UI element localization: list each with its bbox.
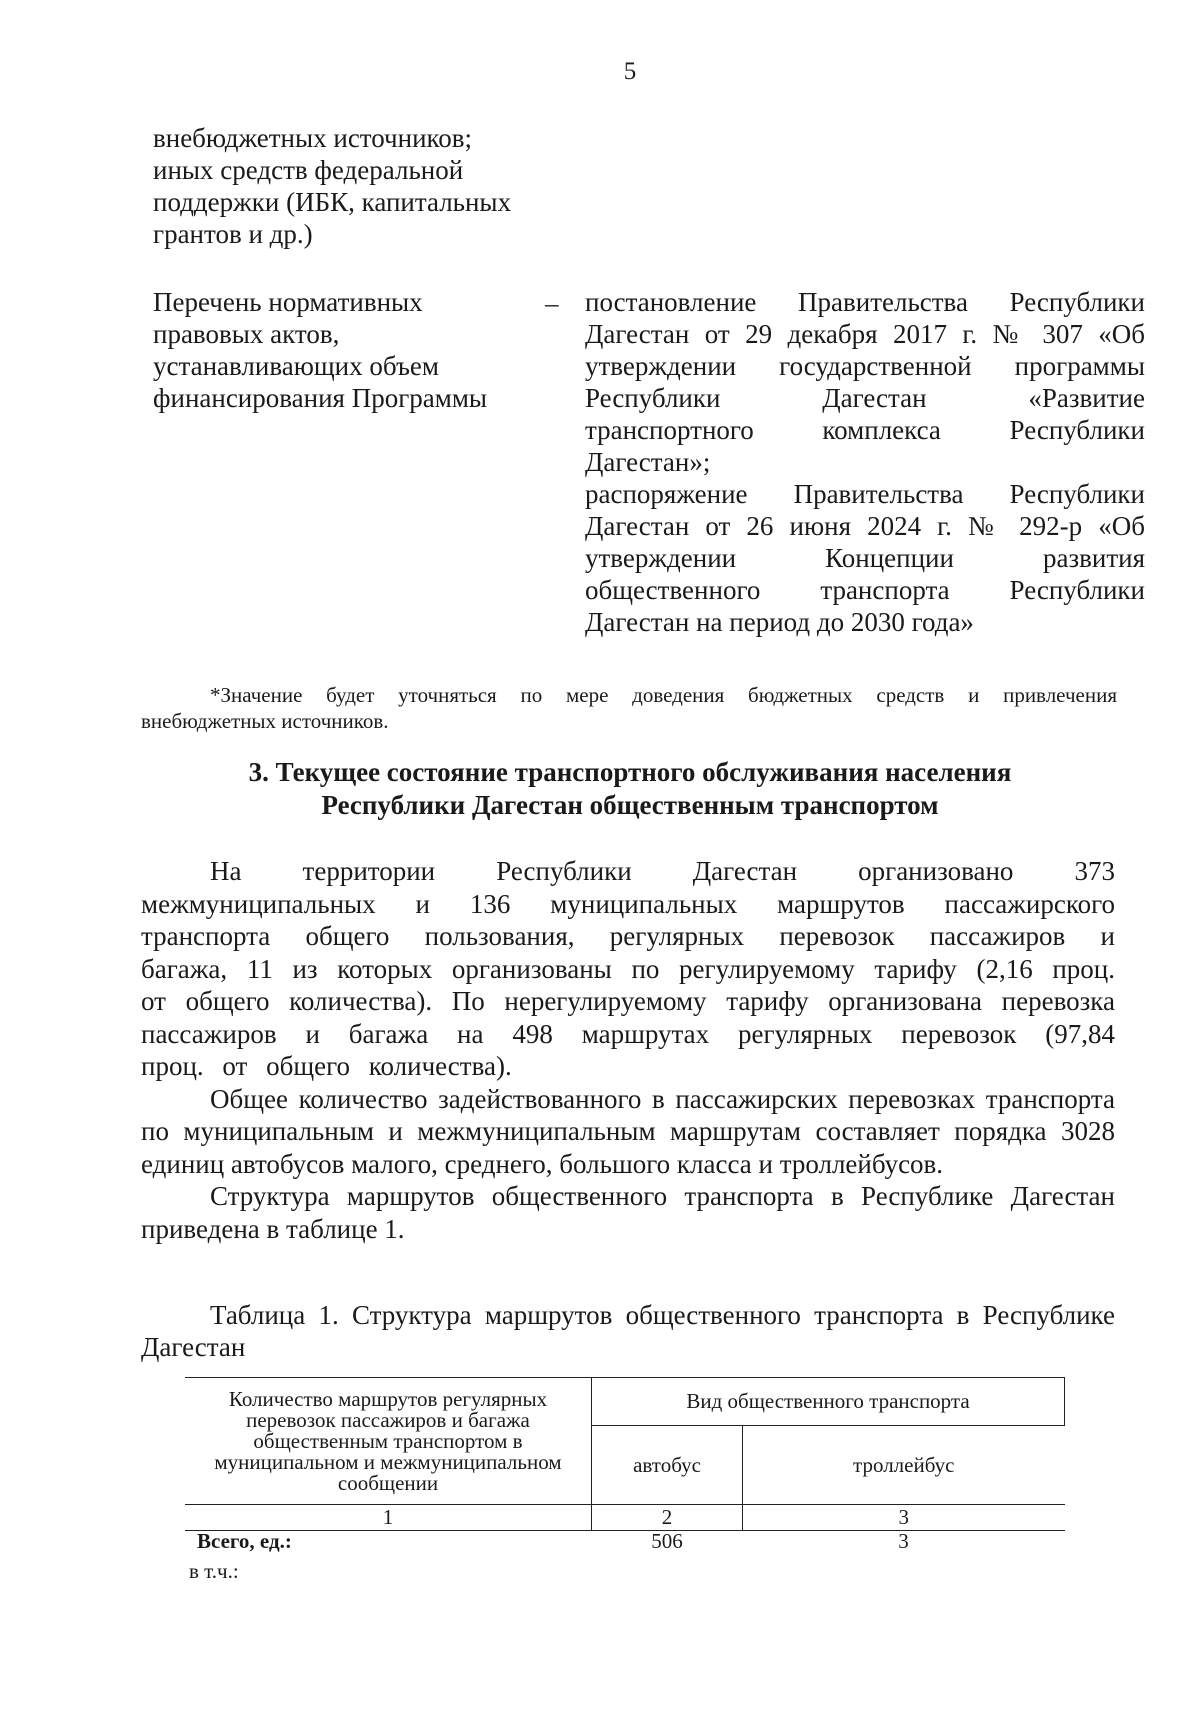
section-heading-line: 3. Текущее состояние транспортного обслуживания населения — [248, 757, 1012, 787]
paragraph: На территории Республики Дагестан организовано 373 межмуниципальных и 136 муниципальных маршрутов пассажирского транспорта общего пользования, регулярных перевозок пассажиров и багажа, 11 из которых организованы по регулируемому тарифу (2,16 проц. от общего количества). По нерегулируемому тарифу организована перевозка пассажиров и багажа на 498 маршрутах регулярных перевозок (97,84 проц. от общего количества). — [141, 856, 1115, 1081]
funding-sources-list — [153, 122, 511, 250]
funding-line: грантов и др.) — [153, 219, 313, 249]
acts-value-line: Дагестан на период до 2030 года» — [585, 607, 974, 637]
acts-value-line: Дагестан»; — [585, 447, 711, 477]
acts-value-line: утверждении Концепции развития — [585, 543, 1145, 573]
table-cell-empty — [743, 1561, 1065, 1591]
acts-value-line: утверждении государственной программы — [585, 351, 1145, 381]
table-header-trolleybus: троллейбус — [743, 1426, 1065, 1505]
routes-table — [185, 1377, 1065, 1591]
acts-value-line: общественного транспорта Республики — [585, 575, 1145, 605]
table-header-count: Количество маршрутов регулярных перевозок пассажиров и багажа общественным транспортом в муниципальном и межмуниципальном сообщении — [185, 1378, 592, 1505]
acts-value-line: Дагестан от 29 декабря 2017 г. № 307 «Об — [585, 319, 1145, 349]
table-header-bus: автобус — [592, 1426, 743, 1505]
table-subrow-label: в т.ч.: — [189, 1558, 239, 1583]
footnote-line: *Значение будет уточняться по мере доведения бюджетных средств и привлечения — [210, 683, 1117, 707]
paragraph: Общее количество задействованного в пассажирских перевозках транспорта по муниципальным и межмуниципальным маршрутам составляет порядка 3028 единиц автобусов малого, среднего, большого класса и троллейбусов. — [141, 1083, 1115, 1179]
section-heading-line: Республики Дагестан общественным транспортом — [321, 790, 939, 820]
acts-label-line: правовых актов, — [153, 319, 340, 349]
table-caption: Таблица 1. Структура маршрутов общественного транспорта в Республике Дагестан — [141, 1300, 1115, 1362]
table-header-transport-type: Вид общественного транспорта — [592, 1378, 1065, 1426]
table-row-label: Всего, ед.: — [197, 1529, 292, 1553]
body-text — [141, 855, 1115, 1245]
acts-label-line: Перечень нормативных — [153, 287, 423, 317]
acts-value-line: Республики Дагестан «Развитие — [585, 383, 1145, 413]
table-col-number: 3 — [743, 1505, 1065, 1531]
table-col-number: 2 — [592, 1505, 743, 1531]
footnote — [141, 682, 1117, 734]
acts-label — [153, 286, 487, 414]
acts-label-line: финансирования Программы — [153, 383, 488, 413]
section-heading — [100, 756, 1160, 822]
acts-value — [585, 286, 1145, 638]
funding-line: поддержки (ИБК, капитальных — [153, 187, 512, 217]
acts-label-line: устанавливающих объем — [153, 351, 439, 381]
dash-separator: – — [545, 288, 559, 318]
table-cell-bus: 506 — [651, 1529, 683, 1553]
table-cell-trolleybus: 3 — [898, 1529, 909, 1553]
acts-value-line: транспортного комплекса Республики — [585, 415, 1145, 445]
funding-line: иных средств федеральной — [153, 155, 464, 185]
acts-value-line: распоряжение Правительства Республики — [585, 479, 1145, 509]
table-col-number: 1 — [185, 1505, 592, 1531]
paragraph: Структура маршрутов общественного транспорта в Республике Дагестан приведена в таблице 1. — [141, 1181, 1115, 1244]
footnote-line: внебюджетных источников. — [141, 709, 389, 733]
table-cell-empty — [592, 1561, 743, 1591]
acts-value-line: постановление Правительства Республики — [585, 287, 1145, 317]
page-number: 5 — [623, 58, 637, 85]
funding-line: внебюджетных источников; — [153, 123, 473, 153]
acts-value-line: Дагестан от 26 июня 2024 г. № 292-р «Об — [585, 511, 1145, 541]
